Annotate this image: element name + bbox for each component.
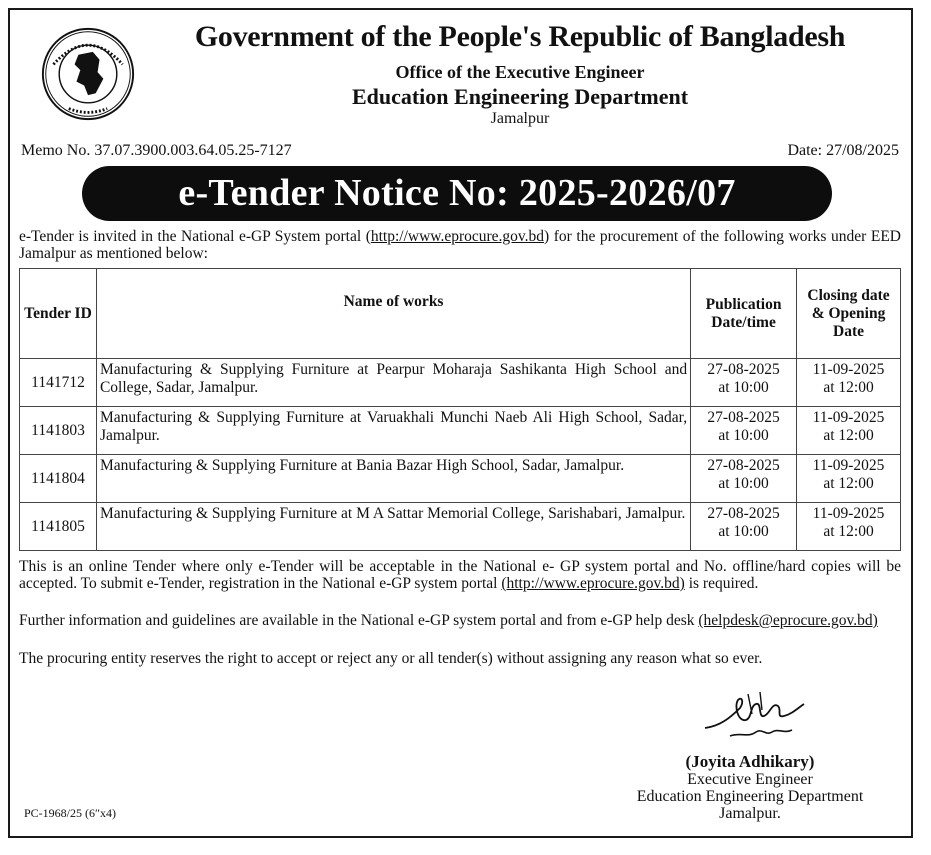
signatory-location: Jamalpur. xyxy=(719,805,781,822)
handwritten-signature-icon xyxy=(700,688,810,748)
header-name-of-works: Name of works xyxy=(96,269,690,359)
government-title: Government of the People's Republic of Bangladesh xyxy=(194,20,846,53)
header-closing: Closing date & Opening Date xyxy=(797,269,901,359)
notice-title-banner: e-Tender Notice No: 2025-2026/07 xyxy=(82,166,832,221)
signatory-department: Education Engineering Department xyxy=(636,788,864,805)
publication-date: 27-08-2025 xyxy=(707,457,780,474)
publication-time: at 10:00 xyxy=(718,523,769,540)
pc-reference: PC-1968/25 (6″x4) xyxy=(24,806,116,820)
table-row xyxy=(20,407,901,455)
closing-date: 11-09-2025 xyxy=(812,361,885,378)
closing-datetime xyxy=(797,503,901,551)
tender-table xyxy=(19,268,901,551)
tender-id: 1141805 xyxy=(20,503,97,551)
p2-text: Further information and guidelines are available in the National e-GP system portal and from e-GP help desk xyxy=(19,612,699,629)
publication-datetime xyxy=(691,407,797,455)
government-seal-icon xyxy=(40,26,136,122)
closing-date: 11-09-2025 xyxy=(812,409,885,426)
tender-id: 1141712 xyxy=(20,359,97,407)
publication-datetime xyxy=(691,503,797,551)
publication-time: at 10:00 xyxy=(718,427,769,444)
table-row xyxy=(20,503,901,551)
publication-time: at 10:00 xyxy=(718,475,769,492)
table-row xyxy=(20,359,901,407)
p1-text: This is an online Tender where only e-Tender will be acceptable in the National e- GP system portal and No. offline/hard copies will be accepted. To submit e-Tender, registration in the National e-GP system portal xyxy=(19,558,901,592)
header-tender-id: Tender ID xyxy=(20,269,97,359)
publication-datetime xyxy=(691,359,797,407)
signatory-title: Executive Engineer xyxy=(687,771,813,788)
memo-date: Date: 27/08/2025 xyxy=(787,142,899,159)
p1-after: is required. xyxy=(684,575,759,592)
publication-date: 27-08-2025 xyxy=(707,505,780,522)
closing-time: at 12:00 xyxy=(823,427,874,444)
memo-number: Memo No. 37.07.3900.003.64.05.25-7127 xyxy=(21,142,292,159)
work-name: Manufacturing & Supplying Furniture at Bania Bazar High School, Sadar, Jamalpur. xyxy=(96,455,690,503)
closing-time: at 12:00 xyxy=(823,523,874,540)
helpdesk-email-link[interactable]: (helpdesk@eprocure.gov.bd) xyxy=(698,612,878,629)
department-title: Education Engineering Department xyxy=(351,84,689,109)
table-row xyxy=(20,455,901,503)
closing-date: 11-09-2025 xyxy=(812,505,885,522)
header-publication: Publication Date/time xyxy=(691,269,797,359)
work-name: Manufacturing & Supplying Furniture at Varuakhali Munchi Naeb Ali High School, Sadar, Jamalpur. xyxy=(96,407,690,455)
publication-time: at 10:00 xyxy=(718,379,769,396)
publication-date: 27-08-2025 xyxy=(707,409,780,426)
location-title: Jamalpur xyxy=(490,110,550,127)
work-name: Manufacturing & Supplying Furniture at M A Sattar Memorial College, Sarishabari, Jamalpur. xyxy=(96,503,690,551)
further-info-paragraph xyxy=(19,612,901,629)
intro-paragraph xyxy=(19,228,901,262)
publication-date: 27-08-2025 xyxy=(707,361,780,378)
closing-date: 11-09-2025 xyxy=(812,457,885,474)
closing-time: at 12:00 xyxy=(823,379,874,396)
work-name: Manufacturing & Supplying Furniture at Pearpur Moharaja Sashikanta High School and College, Sadar, Jamalpur. xyxy=(96,359,690,407)
publication-datetime xyxy=(691,455,797,503)
tender-id: 1141803 xyxy=(20,407,97,455)
eprocure-link[interactable]: http://www.eprocure.gov.bd xyxy=(370,228,545,245)
closing-datetime xyxy=(797,407,901,455)
tender-id: 1141804 xyxy=(20,455,97,503)
signatory-name: (Joyita Adhikary) xyxy=(685,752,815,771)
intro-text-before: e-Tender is invited in the National e-GP System portal ( xyxy=(19,228,371,245)
intro-text-after: ) for the procurement of the following works under EED Jamalpur as mentioned below: xyxy=(19,228,901,262)
reservation-paragraph: The procuring entity reserves the right to accept or reject any or all tender(s) without assigning any reason what so ever. xyxy=(19,650,763,667)
online-tender-paragraph xyxy=(19,558,901,592)
office-title: Office of the Executive Engineer xyxy=(395,62,645,82)
table-header-row xyxy=(20,269,901,359)
closing-datetime xyxy=(797,455,901,503)
closing-datetime xyxy=(797,359,901,407)
eprocure-link-2[interactable]: (http://www.eprocure.gov.bd) xyxy=(501,575,685,592)
closing-time: at 12:00 xyxy=(823,475,874,492)
